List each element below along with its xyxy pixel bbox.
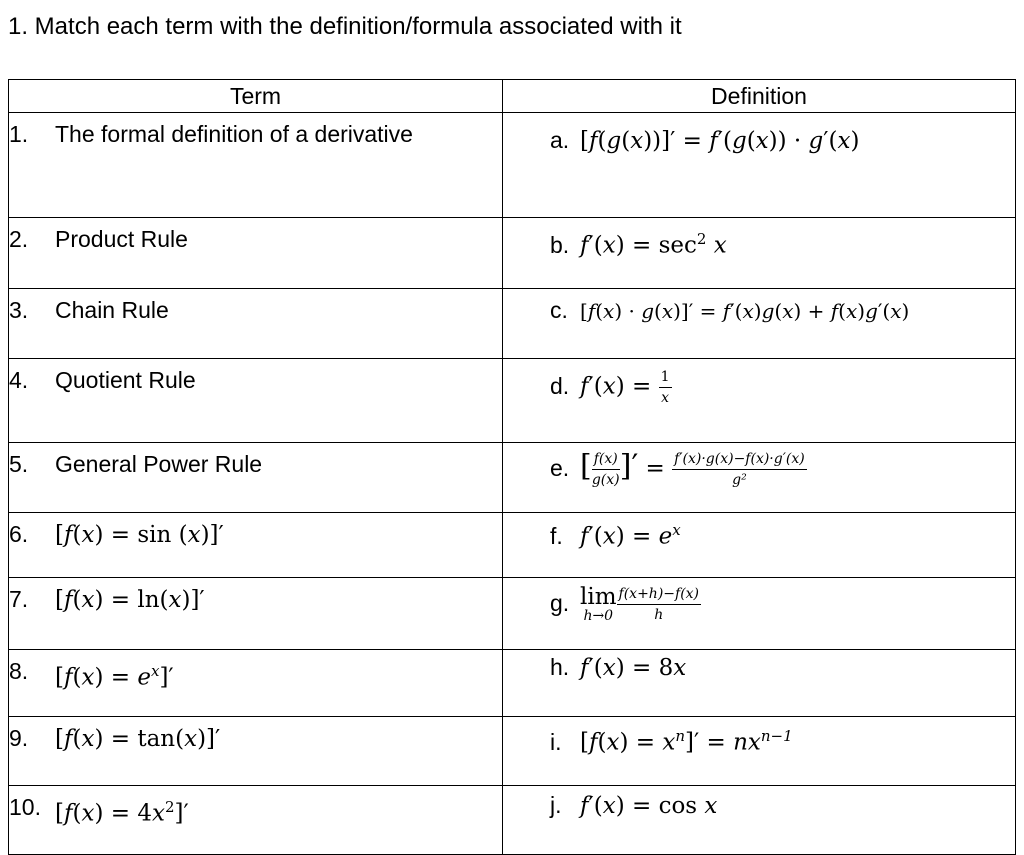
definition-letter: f. (550, 522, 563, 549)
definition-formula: f. $f'(x) = e^x$ (550, 521, 681, 550)
term-cell (9, 359, 503, 443)
matching-table (8, 79, 1016, 855)
definition-letter: a. (550, 127, 570, 153)
definition-formula: a. [f(g(x))]′ = f′(g(x)) · g′(x) (550, 127, 860, 154)
term-number: 1. (9, 121, 29, 147)
table-row (9, 578, 1016, 650)
term-number: 9. (9, 725, 29, 751)
term-number: 4. (9, 367, 29, 393)
table-row (9, 786, 1016, 855)
definition-letter: c. (550, 297, 568, 323)
term-number: 10. (9, 794, 41, 820)
term-cell: 10. $[f(x) = 4x^2]'$ (9, 786, 503, 855)
term-text: Chain Rule (55, 297, 169, 323)
definition-letter: b. (550, 231, 570, 258)
table-row (9, 218, 1016, 289)
definition-cell (503, 786, 1016, 855)
table-row (9, 289, 1016, 359)
term-number: 3. (9, 297, 29, 323)
term-number: 6. (9, 521, 29, 547)
term-number: 5. (9, 451, 29, 477)
definition-cell (503, 513, 1016, 578)
table-row (9, 717, 1016, 786)
definition-cell (503, 359, 1016, 443)
definition-cell (503, 443, 1016, 513)
table-row (9, 650, 1016, 717)
definition-letter: e. (550, 454, 570, 481)
term-cell: 7. [f(x) = ln(x)]′ (9, 578, 503, 650)
definition-formula: b. $f'(x) = \sec^2 x$ (550, 230, 727, 259)
definition-cell (503, 717, 1016, 786)
table-row (9, 443, 1016, 513)
definition-formula: h. f′(x) = 8x (550, 654, 687, 681)
term-cell (9, 289, 503, 359)
term-text: General Power Rule (55, 451, 263, 477)
definition-formula: i. $[f(x) = x^n]' = nx^{n-1}$ (550, 727, 793, 756)
term-text: Product Rule (55, 226, 188, 252)
definition-formula: d. f′(x) = $\frac{1}{x}$ (550, 369, 670, 406)
question-title: 1. Match each term with the definition/formula associated with it (8, 13, 682, 40)
term-cell: 9. [f(x) = tan(x)]′ (9, 717, 503, 786)
definition-cell (503, 289, 1016, 359)
definition-letter: d. (550, 372, 570, 399)
term-cell (9, 113, 503, 218)
definition-cell (503, 218, 1016, 289)
table-row (9, 359, 1016, 443)
table-row (9, 513, 1016, 578)
definition-letter: g. (550, 589, 570, 616)
term-cell: 8. $[f(x) = e^x]'$ (9, 650, 503, 717)
definition-cell (503, 578, 1016, 650)
definition-letter: i. (550, 728, 562, 755)
term-number: 7. (9, 586, 29, 612)
term-cell: 6. [f(x) = sin (x)]′ (9, 513, 503, 578)
table-header-row (9, 80, 1016, 113)
definition-cell (503, 113, 1016, 218)
term-text: Quotient Rule (55, 367, 196, 393)
term-text: The formal definition of a derivative (55, 121, 413, 147)
term-number: 2. (9, 226, 29, 252)
term-cell (9, 218, 503, 289)
term-cell (9, 443, 503, 513)
definition-letter: h. (550, 654, 570, 680)
definition-cell (503, 650, 1016, 717)
term-number: 8. (9, 658, 29, 684)
definition-formula: c. [f(x) · g(x)]′ = f′(x)g(x) + f(x)g′(x) (550, 297, 910, 323)
definition-formula: j. f′(x) = cos x (550, 792, 718, 819)
definition-letter: j. (550, 792, 562, 818)
definition-column-header: Definition (503, 80, 1016, 113)
table-row (9, 113, 1016, 218)
term-column-header: Term (9, 80, 503, 113)
definition-formula: g. lim h→0 $\frac{f(x+h)-f(x)}{h}$ (550, 583, 700, 624)
definition-formula: e. [ $\frac{f(x)}{g(x)}$ ]′ = $\frac{f'(x)\cdot g(x)-f(x)\cdot g'(x)}{\text{g²}}$ (550, 448, 805, 488)
